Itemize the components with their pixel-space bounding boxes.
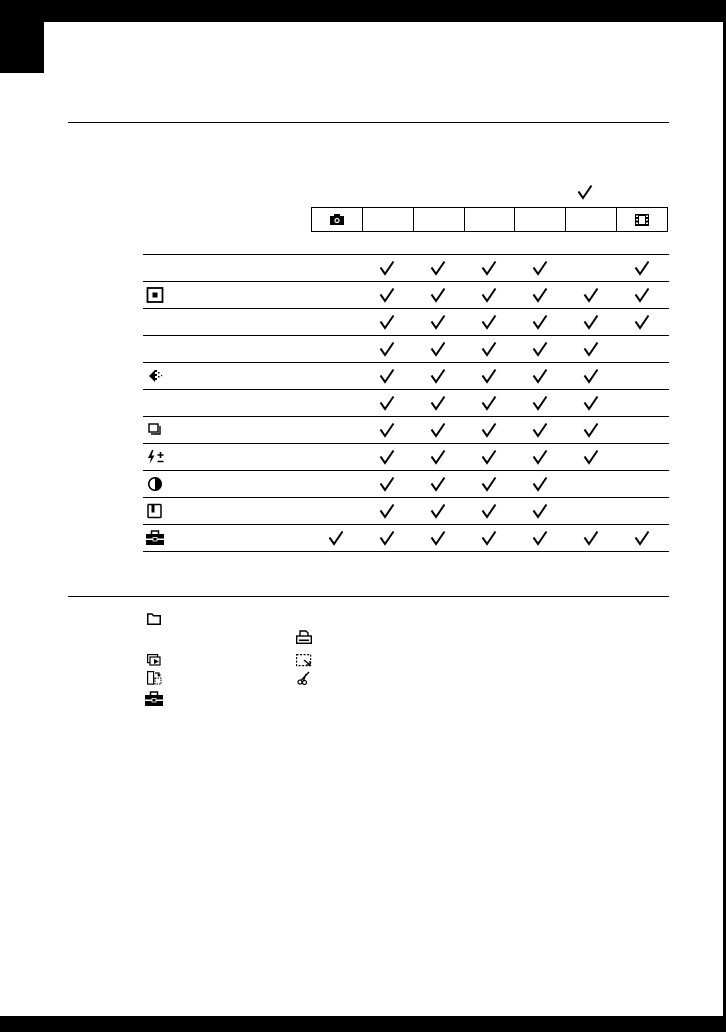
check-mark-icon (532, 422, 548, 438)
function-row (143, 363, 669, 390)
section-divider-top (68, 122, 669, 123)
check-mark-icon (379, 449, 395, 465)
check-mark-icon (379, 530, 395, 546)
check-mark-icon (532, 260, 548, 276)
check-mark-icon (430, 287, 446, 303)
check-mark-icon (430, 476, 446, 492)
contrast-icon (146, 476, 164, 492)
trimming-scissors-icon (297, 671, 313, 685)
check-mark-icon (481, 287, 497, 303)
check-mark-icon (532, 503, 548, 519)
check-mark-icon (379, 503, 395, 519)
check-mark-icon (430, 314, 446, 330)
mode-cell-camera (312, 208, 363, 231)
check-mark-icon (481, 368, 497, 384)
shooting-mode-header (311, 207, 668, 232)
check-mark-icon (379, 314, 395, 330)
check-mark-icon (634, 314, 650, 330)
check-mark-icon (481, 341, 497, 357)
check-mark-icon (430, 422, 446, 438)
check-mark-icon (532, 449, 548, 465)
footer-bar (0, 1016, 726, 1032)
check-mark-icon (430, 341, 446, 357)
check-mark-icon (379, 476, 395, 492)
check-mark-icon (583, 314, 599, 330)
check-mark-icon (430, 530, 446, 546)
chapter-tab (0, 22, 44, 73)
check-mark-icon (532, 395, 548, 411)
check-mark-icon (583, 530, 599, 546)
sharpness-icon (146, 503, 164, 519)
check-mark-icon (430, 503, 446, 519)
check-mark-icon (634, 260, 650, 276)
check-mark-icon (532, 341, 548, 357)
mode-cell-4 (465, 208, 516, 231)
check-mark-icon (481, 449, 497, 465)
check-mark-icon (583, 287, 599, 303)
check-mark-icon (379, 422, 395, 438)
function-row (143, 309, 669, 336)
function-row (143, 417, 669, 444)
function-row (143, 525, 669, 552)
print-icon (296, 630, 312, 644)
check-mark-icon (430, 368, 446, 384)
check-mark-icon (481, 260, 497, 276)
slideshow-icon (147, 654, 163, 668)
check-mark-icon (481, 395, 497, 411)
check-mark-icon (379, 287, 395, 303)
flash-level-icon (146, 449, 164, 465)
setup-toolbox-icon (145, 692, 161, 706)
check-mark-icon (481, 530, 497, 546)
check-mark-icon (379, 260, 395, 276)
function-row (143, 444, 669, 471)
check-mark-icon (379, 368, 395, 384)
check-mark-icon (583, 449, 599, 465)
check-mark-icon (532, 368, 548, 384)
header-bar (0, 0, 726, 22)
mode-cell-6 (566, 208, 617, 231)
setup-toolbox-icon (146, 530, 164, 546)
check-mark-icon (532, 530, 548, 546)
check-mark-icon (430, 260, 446, 276)
function-row (143, 390, 669, 417)
check-mark-icon (379, 341, 395, 357)
check-mark-icon (634, 287, 650, 303)
check-mark-icon (430, 395, 446, 411)
check-mark-icon (481, 422, 497, 438)
check-mark-icon (481, 476, 497, 492)
function-row (143, 471, 669, 498)
check-mark-icon (481, 503, 497, 519)
burst-mode-icon (146, 422, 164, 438)
check-mark-icon (328, 530, 344, 546)
check-mark-icon (583, 395, 599, 411)
check-mark-icon (583, 341, 599, 357)
mode-cell-5 (515, 208, 566, 231)
check-mark-icon (532, 476, 548, 492)
function-row (143, 498, 669, 525)
function-row (143, 336, 669, 363)
check-mark-icon (430, 449, 446, 465)
metering-spot-icon (146, 287, 164, 303)
check-mark-icon (577, 184, 593, 200)
rotate-icon (147, 671, 163, 685)
folder-icon (147, 613, 163, 627)
check-mark-icon (532, 314, 548, 330)
movie-film-icon (635, 214, 649, 226)
check-mark-icon (583, 368, 599, 384)
check-mark-icon (532, 287, 548, 303)
section-divider-bottom (68, 596, 669, 597)
resize-icon (296, 654, 312, 668)
check-mark-icon (481, 314, 497, 330)
camera-icon (330, 214, 344, 225)
function-availability-table (143, 254, 669, 552)
mode-cell-2 (363, 208, 414, 231)
picture-quality-icon (146, 368, 164, 384)
mode-cell-3 (414, 208, 465, 231)
check-mark-icon (583, 422, 599, 438)
mode-cell-movie (617, 208, 667, 231)
check-mark-icon (634, 530, 650, 546)
check-mark-icon (379, 395, 395, 411)
function-row (143, 282, 669, 309)
function-row (143, 255, 669, 282)
